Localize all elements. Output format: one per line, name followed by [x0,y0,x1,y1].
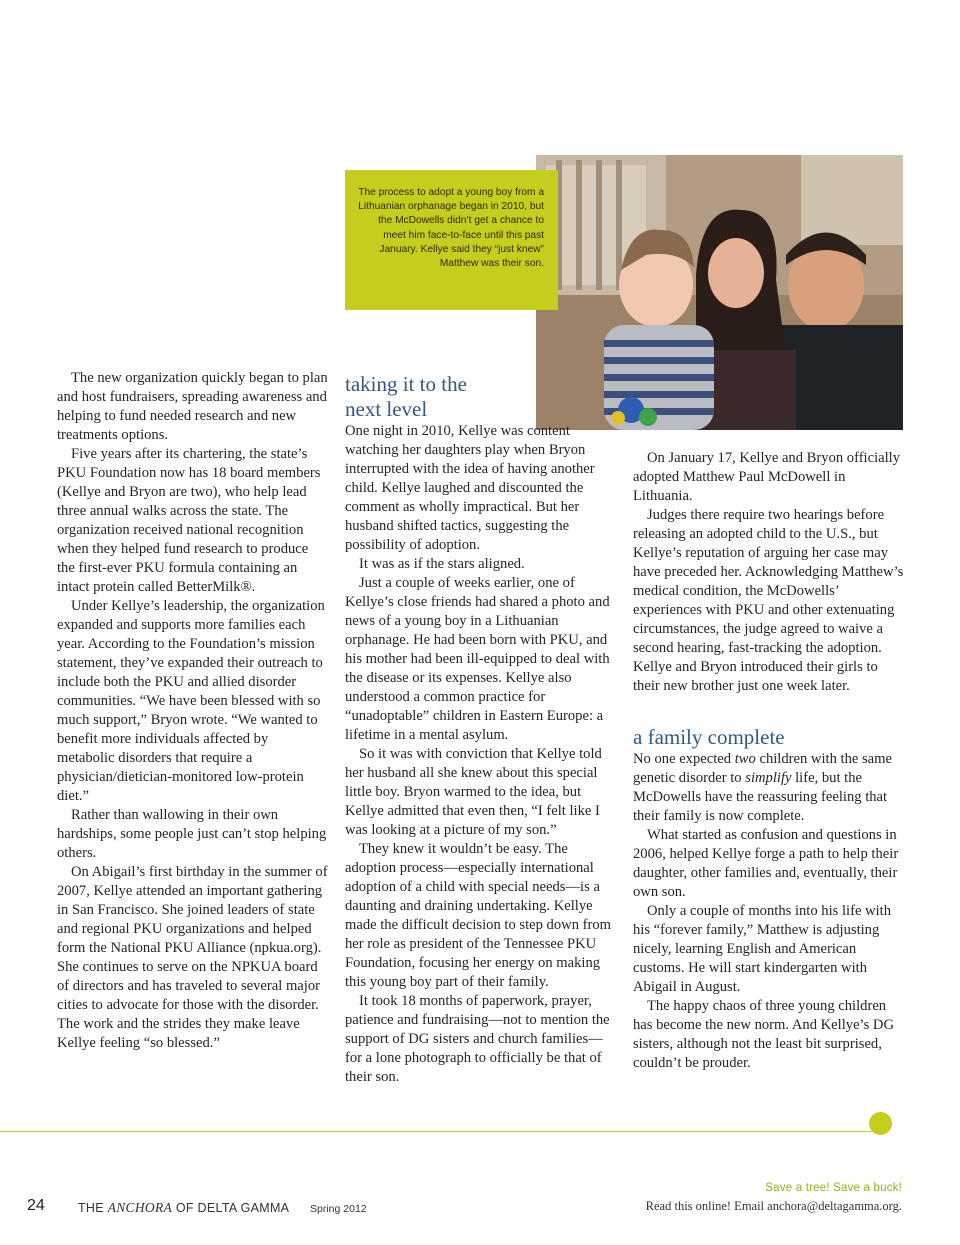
mag-suffix: OF DELTA GAMMA [172,1201,290,1215]
paragraph: What started as confusion and questions in 2006, helped Kellye forge a path to help their daughter, other families and, eventually, their own son. [633,827,899,900]
text-run: children with the same genetic disorder to [633,751,892,786]
footer-divider [0,1131,872,1132]
paragraph: They knew it wouldn’t be easy. The adoption process—especially international adoption of a child with special needs—is a daunting and draining undertaking. Kellye made the difficult decision to step down from her role as president of the Tennessee PKU Foundation, focusing her energy on making this young boy part of their family. [345,841,612,990]
paragraph [633,750,905,826]
footer-tagline: Save a tree! Save a buck! [765,1182,902,1194]
paragraph: So it was with conviction that Kellye told her husband all she knew about this special little boy. Bryon warmed to the idea, but Kellye admitted that even then, “I felt like I was looking at a picture of my son.” [345,746,602,838]
paragraph: Five years after its chartering, the state’s PKU Foundation now has 18 board members (Kellye and Bryon are two), who help lead three annual walks across the state. The organization received national recognition when they helped fund research to produce the first-ever PKU formula containing an intact protein called BetterMilk®. [57,446,321,595]
section-heading: a family complete [633,725,785,749]
paragraph: On January 17, Kellye and Bryon officially adopted Matthew Paul McDowell in Lithuania. [633,450,901,504]
paragraph: The happy chaos of three young children has become the new norm. And Kellye’s DG sisters, although not the least bit surprised, couldn’t be prouder. [633,998,895,1071]
paragraph: The new organization quickly began to plan and host fundraisers, spreading awareness and helping to fund needed research and new treatments options. [57,370,328,443]
paragraph: Only a couple of months into his life with his “forever family,” Matthew is adjusting nicely, learning English and American customs. He will start kindergarten with Abigail in August. [633,903,892,995]
read-online-notice: Read this online! Email anchora@deltagamma.org. [645,1199,902,1213]
text-run: life, but the McDowells have the reassuring feeling that their family is now complete. [633,770,888,824]
photo-caption [345,170,558,310]
section-heading: taking it to the next level [345,372,467,421]
column-1 [57,369,329,1053]
magazine-title [78,1200,289,1216]
column-3 [633,449,905,1073]
paragraph: It took 18 months of paperwork, prayer, patience and fundraising—not to mention the support of DG sisters and church families—for a lone photograph to officially be that of their son. [345,993,610,1085]
page-number: 24 [27,1197,45,1214]
paragraph: Rather than wallowing in their own hardships, some people just can’t stop helping others. [57,807,327,861]
column-2 [345,372,617,1087]
paragraph: Judges there require two hearings before releasing an adopted child to the U.S., but Kellye’s reputation of arguing her case may have preceded her. Acknowledging Matthew’s medical condition, the McDowells’ experiences with PKU and other extenuating circumstances, the judge agreed to waive a second hearing, fast-tracking the adoption. Kellye and Bryon introduced their girls to their new brother just one week later. [633,507,904,694]
text-run: No one expected [633,751,735,767]
mag-italic: ANCHORA [107,1200,173,1215]
emphasis: simplify [745,770,792,786]
paragraph: One night in 2010, Kellye was content watching her daughters play when Bryon interrupted with the idea of having another child. Kellye laughed and discounted the comment as wholly impractical. But her husband shifted tactics, suggesting the possibility of adoption. [345,423,595,553]
paragraph: Just a couple of weeks earlier, one of Kellye’s close friends had shared a photo and news of a young boy in a Lithuanian orphanage. He had been born with PKU, and his mother had been ill-equipped to deal with the disease or its expenses. Kellye also understood a common practice for “unadoptable” children in Eastern Europe: a lifetime in a mental asylum. [345,575,610,743]
accent-dot [869,1112,892,1135]
emphasis: two [734,751,756,767]
paragraph: Under Kellye’s leadership, the organization expanded and supports more families each year. According to the Foundation’s mission statement, they’ve expanded their outreach to include both the PKU and allied disorder communities. “We have been blessed with so much support,” Bryon wrote. “We wanted to benefit more individuals affected by metabolic disorders that require a physician/dietician-monitored low-protein diet.” [57,598,325,804]
paragraph: It was as if the stars aligned. [359,556,525,572]
caption-text: The process to adopt a young boy from a Lithuanian orphanage began in 2010, but the McDowells didn’t get a chance to meet him face-to-face until this past January. Kellye said they “just knew” Matthew was their son. [358,187,544,270]
issue-date: Spring 2012 [310,1203,367,1215]
mag-prefix: THE [78,1201,108,1215]
paragraph: On Abigail’s first birthday in the summer of 2007, Kellye attended an important gathering in San Francisco. She joined leaders of state and regional PKU organizations and helped form the National PKU Alliance (npkua.org). She continues to serve on the NPKUA board of directors and has traveled to several major cities to advocate for those with the disorder. The work and the strides they make leave Kellye feeling “so blessed.” [57,864,328,1051]
